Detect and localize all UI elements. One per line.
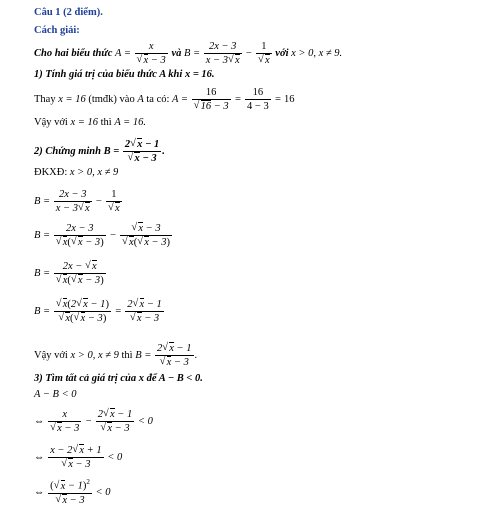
part2-heading-text: 2) Chứng minh [34,146,101,158]
part2-conclusion: Vậy với x > 0, x ≠ 9 thì B = 2√ x − 1 √ x − 3 . [34,342,197,369]
intro-and: và [171,48,182,60]
intro-cond: x > 0, x ≠ 9. [291,48,343,60]
iff-symbol: ⇔ [34,416,45,428]
part1-result: 16 [284,94,295,106]
intro-line: Cho hai biểu thức A = x √ x − 3 và B = $\frac{2x - 3}{x - 3√ x}$ − 1 √ x với x > 0, x ≠ 9. [34,40,342,67]
p2-concl-lead: Vậy với [34,350,68,362]
b-step-4: B = √ x(2√ x − 1) √ x(√ x − 3) = 2√ x − 1 √ x − 3 [34,298,165,325]
iff-symbol: ⇔ [34,486,45,498]
question-title: Câu 1 (2 điểm). [34,7,103,18]
p1-concl-lead: Vậy với [34,117,68,128]
b-step-2: B = 2x − 3 √ x(√ x − 3) − √ x − 3 √ x(√ x − 3) [34,222,173,249]
part3-var: x [138,373,144,384]
part1-sub-line: Thay x = 16 (tmđk) vào A ta có: A = 16 √ 16 − 3 = $\frac{16}{4 - 3}$ = 16 [34,86,295,113]
ineq-step-3: ⇔ (√ x − 1)$^2$ √ x − 3 < 0 [34,478,110,507]
part1-heading [34,70,215,81]
part1-sub-var: A [137,94,144,106]
part2-heading: 2) Chứng minh B = 2√ x − 1 √ x − 3 . [34,138,165,165]
part1-sub-taco: ta có: [146,94,170,106]
part1-sub-val: x = 16 [58,94,86,106]
part1-sub-tmdk: (tmđk) vào [88,94,135,106]
ineq-step-0: A − B < 0 [34,389,77,400]
p1-concl-val: A = 16. [114,117,146,128]
part1-when: khi [168,69,183,80]
method-heading: Cách giải: [34,25,80,36]
part3-de: để [146,373,157,384]
p2-concl-cond: x > 0, x ≠ 9 [70,350,119,362]
p2-concl-thi: thì [121,350,133,362]
part1-var: A [159,69,166,80]
part3-ineq: A − B < 0. [158,373,203,384]
p1-concl-x: x = 16 [70,117,98,128]
ineq-step-1: ⇔ x √ x − 3 − 2√ x − 1 √ x − 3 < 0 [34,408,153,435]
part1-sub-lead: Thay [34,94,56,106]
p1-concl-thi: thì [100,117,112,128]
ineq-step-2: ⇔ x − 2√ x + 1 √ x − 3 < 0 [34,444,122,471]
part3-heading [34,374,203,385]
intro-lead: Cho hai biểu thức [34,48,113,60]
intro-with: với [275,48,289,60]
b-step-1: B = $\frac{2x - 3}{x - 3√ x}$ − 1 √ x [34,188,123,215]
dkxd-line [34,168,118,179]
part1-conclusion [34,118,146,129]
iff-symbol: ⇔ [34,452,45,464]
b-step-3: B = 2x − √ x √ x(√ x − 3) [34,260,107,287]
part3-heading-text: 3) Tìm tất cả giá trị của [34,373,137,384]
part1-heading-text: 1) Tính giá trị của biểu thức [34,69,157,80]
part1-cond: x = 16. [184,69,215,80]
dkxd-cond: x > 0, x ≠ 9 [69,167,119,178]
dkxd-label: ĐKXĐ: [34,167,68,178]
